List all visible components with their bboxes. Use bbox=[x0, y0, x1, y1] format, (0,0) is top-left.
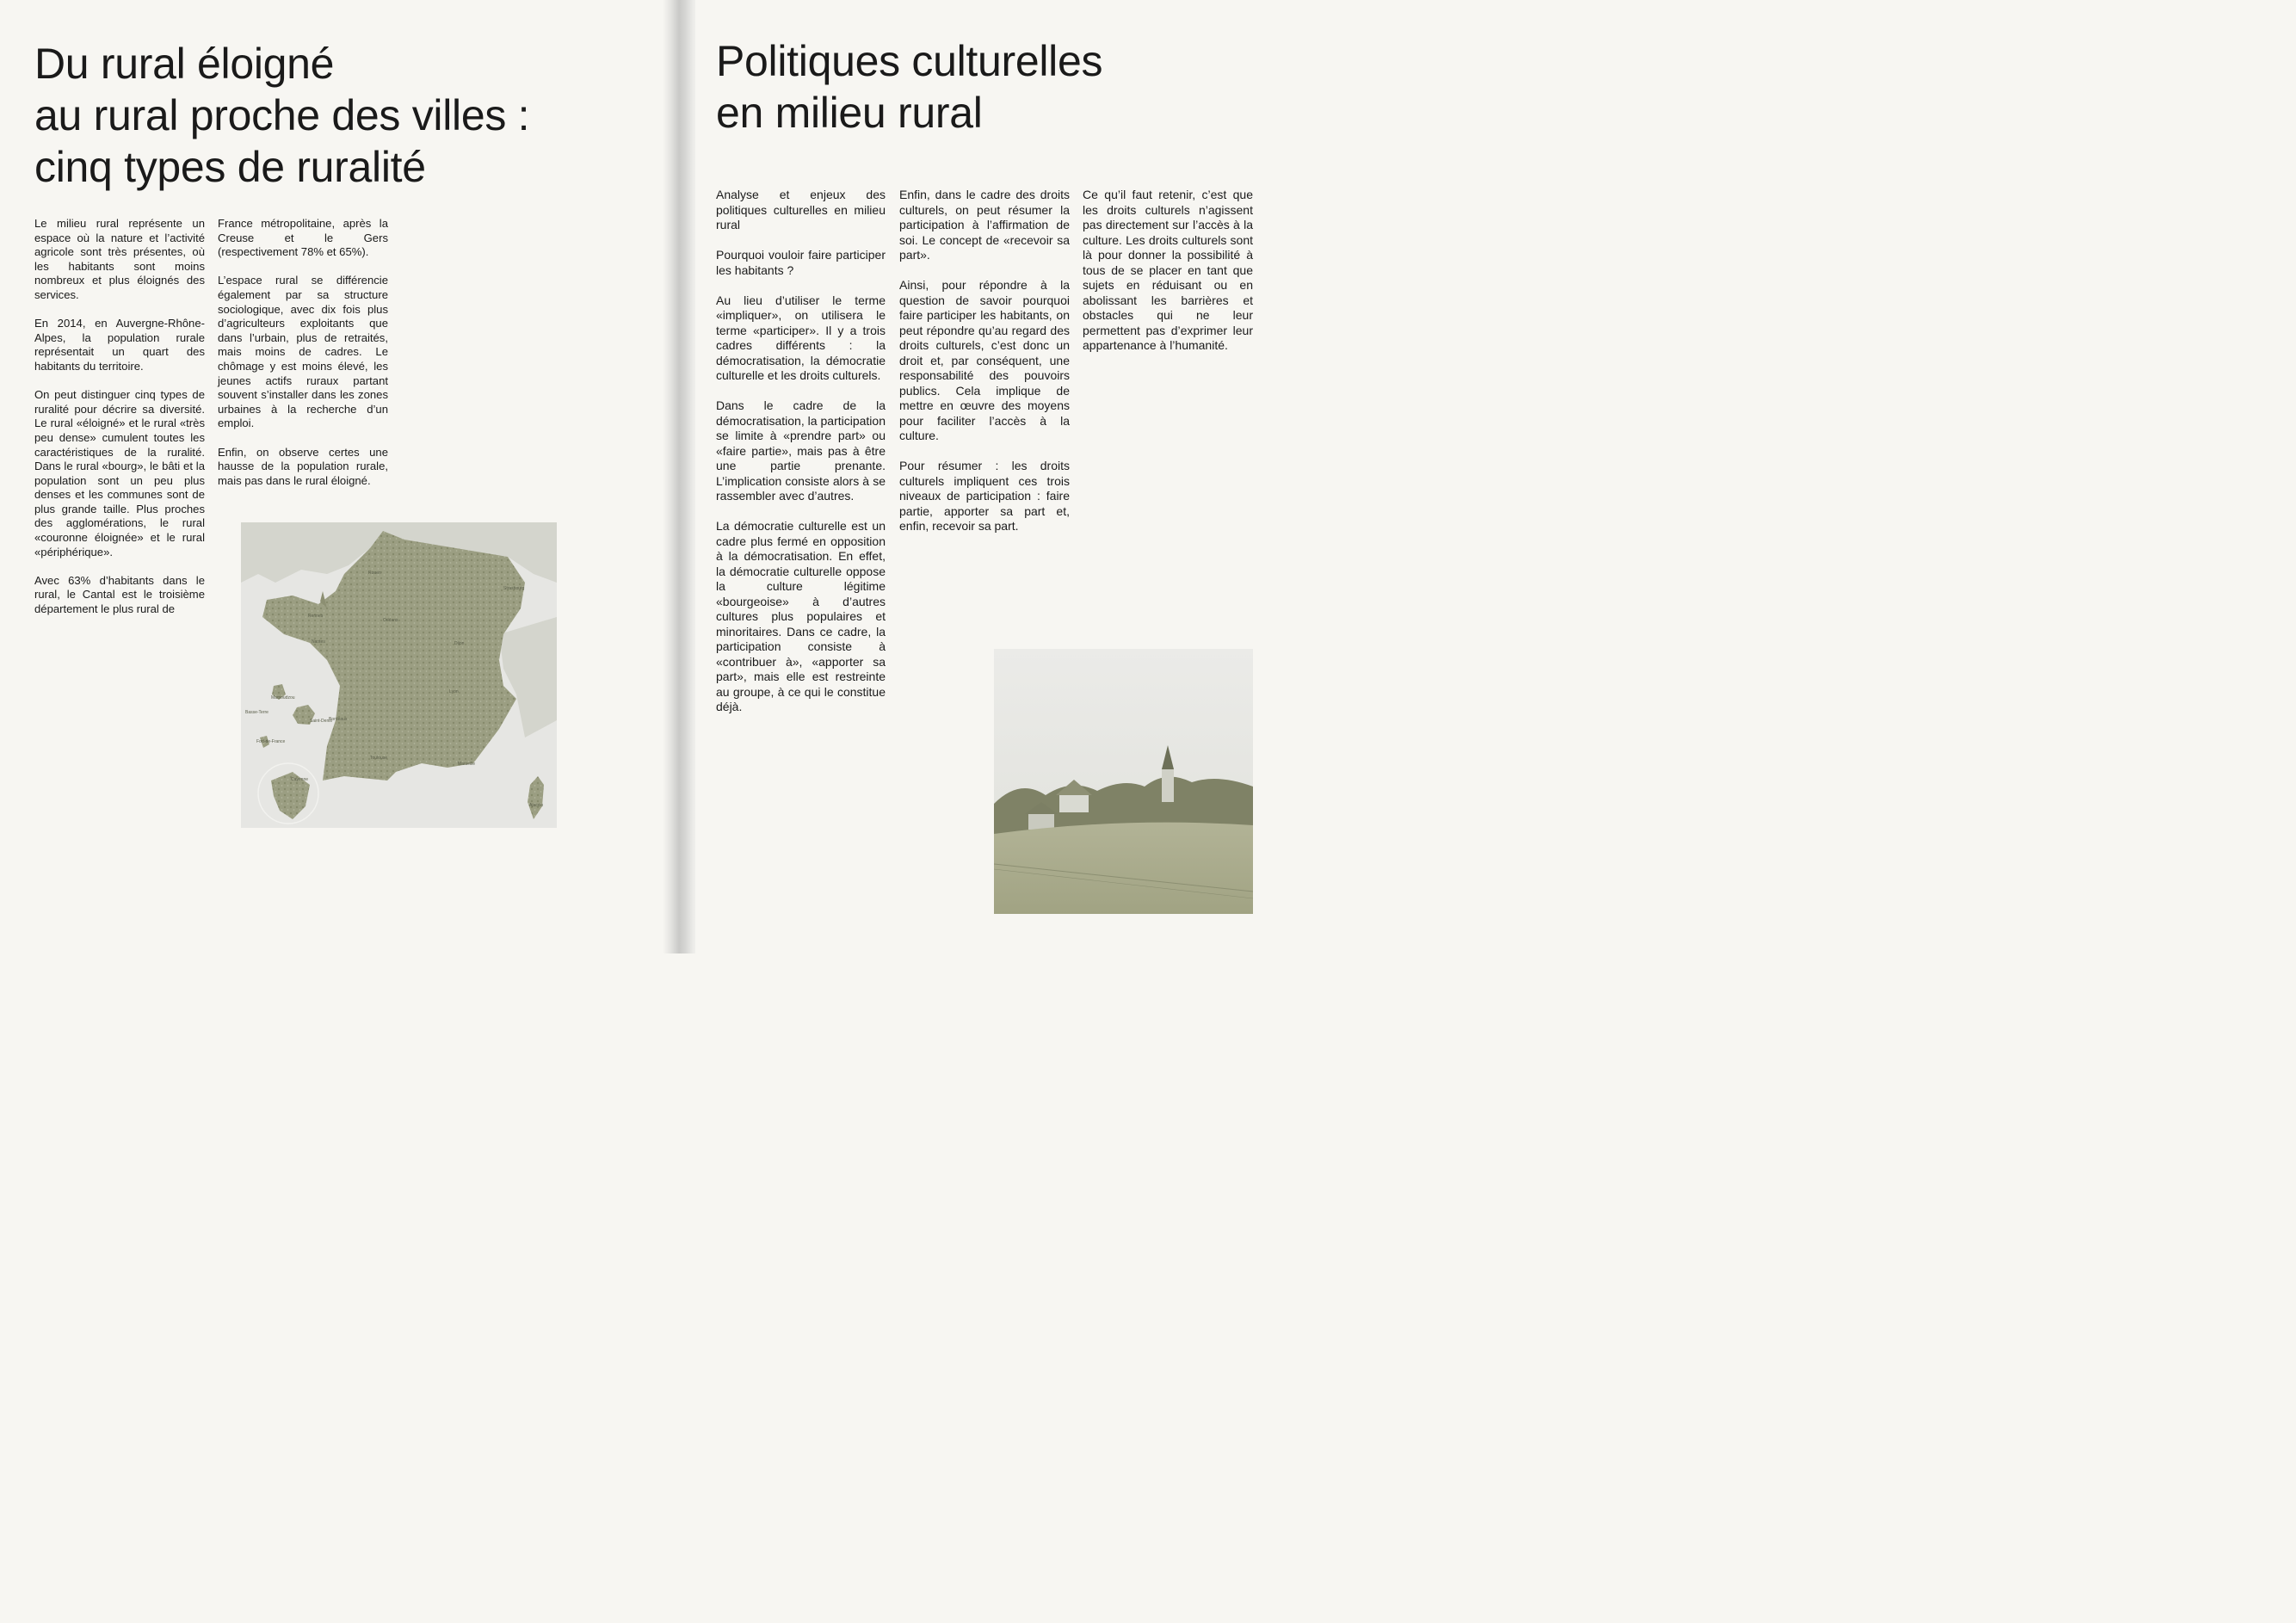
text-column-2 bbox=[218, 217, 388, 503]
photo-barn bbox=[1028, 812, 1054, 830]
map-label-dijon: Dijon bbox=[454, 641, 465, 646]
map-label-mamoudzou: Mamoudzou bbox=[271, 695, 295, 700]
map-label-marseille: Marseille bbox=[458, 762, 476, 767]
text-column-1 bbox=[716, 188, 886, 730]
map-label-saint-denis: Saint-Denis bbox=[310, 719, 332, 724]
paragraph: Avec 63% d’habitants dans le rural, le Cantal est le troisième département le plus rural de bbox=[34, 573, 205, 616]
paragraph: Analyse et enjeux des politiques culturelles en milieu rural bbox=[716, 188, 886, 231]
paragraph: Pourquoi vouloir faire participer les habitants ? bbox=[716, 248, 886, 277]
paragraph: La démocratie culturelle est un cadre plus fermé en opposition à la démocratisation. En effet, la démocratie culturelle oppose la culture légitime «bourgeoise» à d’autres cultures plus populaires et minoritaires. Dans ce cadre, la participation consiste à «contribuer à», «apporter sa part», mais elle est restreinte au groupe, à ce qui le constitue déjà. bbox=[716, 519, 886, 713]
map-label-rennes: Rennes bbox=[308, 614, 324, 619]
map-label-bordeaux: Bordeaux bbox=[329, 717, 348, 722]
title-line: Politiques culturelles bbox=[716, 37, 1103, 85]
page-title-right bbox=[716, 35, 1318, 139]
paragraph: Dans le cadre de la démocratisation, la participation se limite à «prendre part» ou «faire partie», mais pas à être une partie prenante. L’implication consiste alors à se rassembler avec d’autres. bbox=[716, 398, 886, 503]
right-page bbox=[695, 0, 1349, 953]
paragraph: Le milieu rural représente un espace où la nature et l’activité agricole sont très présentes, où les habitants sont moins nombreux et plus éloignés des services. bbox=[34, 217, 205, 301]
photo-church-tower bbox=[1162, 768, 1174, 802]
paragraph: Enfin, dans le cadre des droits culturels, on peut résumer la participation à l’affirmation de soi. Le concept de «recevoir sa part». bbox=[899, 188, 1070, 262]
page-title-left bbox=[34, 38, 637, 193]
map-label-strasbourg: Strasbourg bbox=[503, 586, 525, 591]
paragraph: Enfin, on observe certes une hausse de la population rurale, mais pas dans le rural éloigné. bbox=[218, 445, 388, 487]
paragraph: Pour résumer : les droits culturels impliquent ces trois niveaux de participation : faire partie, apporter sa part et, enfin, recevoir sa part. bbox=[899, 459, 1070, 533]
map-label-rouen: Rouen bbox=[368, 571, 381, 576]
paragraph: L’espace rural se différencie également par sa structure sociologique, avec dix fois plus d’agriculteurs exploitants que dans l’urbain, plus de retraités, mais moins de cadres. Le chômage y est moins élevé, les jeunes actifs ruraux partant souvent s’installer dans les zones urbaines à la recherche d’un emploi. bbox=[218, 274, 388, 430]
paragraph: Au lieu d’utiliser le terme «impliquer», on utilisera le terme «participer». Il y a trois cadres différents : la démocratisation, la démocratie culturelle et les droits culturels. bbox=[716, 293, 886, 382]
left-page bbox=[0, 0, 671, 953]
map-label-nantes: Nantes bbox=[312, 639, 325, 645]
title-line: Du rural éloigné bbox=[34, 40, 335, 88]
france-rurality-map bbox=[241, 522, 557, 828]
map-label-toulouse: Toulouse bbox=[370, 756, 388, 761]
text-column-2 bbox=[899, 188, 1070, 549]
title-line: cinq types de ruralité bbox=[34, 143, 426, 191]
village-photo bbox=[994, 649, 1253, 914]
map-label-fort-de-france: Fort-de-France bbox=[256, 739, 286, 744]
text-column-1 bbox=[34, 217, 205, 631]
paragraph: Ainsi, pour répondre à la question de savoir pourquoi faire participer les habitants, on peut répondre qu’au regard des droits culturels, c’est donc un droit et, par conséquent, une responsabilité des pouvoirs publics. Cela implique de mettre en œuvre des moyens pour faciliter l’accès à la culture. bbox=[899, 278, 1070, 442]
text-column-3 bbox=[1083, 188, 1253, 368]
paragraph: En 2014, en Auvergne-Rhône-Alpes, la population rurale représentait un quart des habitants du territoire. bbox=[34, 317, 205, 373]
paragraph: On peut distinguer cinq types de ruralité pour décrire sa diversité. Le rural «éloigné» et le rural «très peu dense» cumulent toutes les caractéristiques de la ruralité. Dans le rural «bourg», le bâti et la population sont un peu plus denses et les communes sont de plus grande taille. Plus proches des agglomérations, le rural «couronne éloignée» et le rural «périphérique». bbox=[34, 388, 205, 558]
map-label-basse-terre: Basse-Terre bbox=[245, 710, 268, 715]
photo-house bbox=[1059, 793, 1089, 812]
paragraph: Ce qu’il faut retenir, c’est que les droits culturels n’agissent pas directement sur l’accès à la culture. Les droits culturels sont là pour donner la possibilité à tous de se placer en tant que sujets en réduisant ou en abolissant les barrières et obstacles qui ne leur permettent pas d’exprimer leur appartenance à l’humanité. bbox=[1083, 188, 1253, 352]
map-label-orleans: Orléans bbox=[383, 618, 398, 623]
map-label-lyon: Lyon bbox=[449, 689, 459, 694]
map-label-ajaccio: Ajaccio bbox=[529, 803, 544, 808]
title-line: en milieu rural bbox=[716, 89, 983, 137]
paragraph: France métropolitaine, après la Creuse et le Gers (respectivement 78% et 65%). bbox=[218, 217, 388, 259]
map-label-cayenne: Cayenne bbox=[291, 777, 309, 782]
title-line: au rural proche des villes : bbox=[34, 91, 530, 139]
